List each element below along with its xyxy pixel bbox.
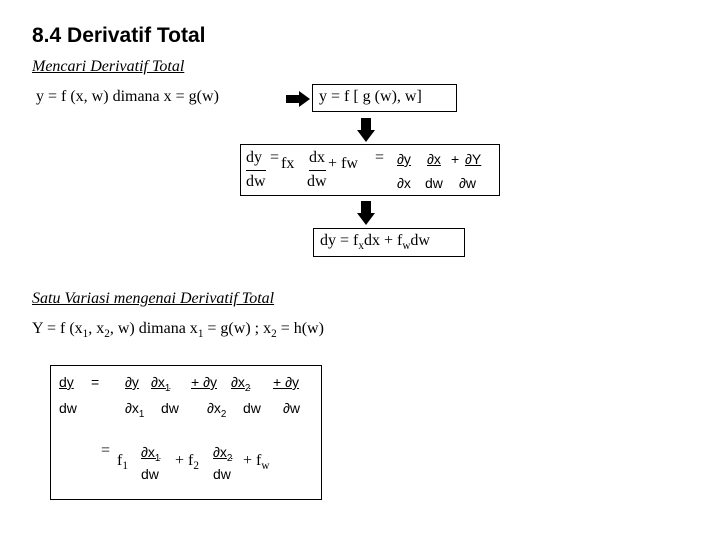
equation-result: y = f [ g (w), w] <box>319 88 422 105</box>
partial-y: ∂y <box>397 151 411 167</box>
total-differential: dy = $f_xdx + f_wdw$ <box>320 232 430 253</box>
partial-y-2: + ∂y <box>191 374 217 390</box>
frac-dy: dy <box>246 149 262 166</box>
equation-box-3 <box>313 228 465 257</box>
eq-sign-2: = <box>101 442 111 459</box>
page-title: 8.4 Derivatif Total <box>32 24 206 47</box>
partial-x1: $\partial x_1$ <box>151 374 171 394</box>
plus-sign: + <box>451 151 460 167</box>
eq-sign-2: = <box>375 149 385 166</box>
partial-x2: $\partial x_2$ <box>231 374 251 394</box>
down-arrow-icon <box>357 118 375 142</box>
denom-dw: dw <box>59 400 77 416</box>
eq-sign: = <box>91 374 100 390</box>
equation-box-4 <box>50 365 322 500</box>
fw-term: + fw <box>328 155 358 172</box>
partial-Y: ∂Y <box>465 151 482 167</box>
denom-partial-w: ∂w <box>459 175 477 191</box>
denom-dw-4: dw <box>141 466 159 482</box>
frac-dx: dx <box>309 149 325 166</box>
denom-dw-3: dw <box>425 175 443 191</box>
f1-term: $f_1$ <box>117 452 128 473</box>
denom-partial-x1: $\partial x_1$ <box>125 400 145 420</box>
denom-partial-x: ∂x <box>397 175 411 191</box>
denom-dw-2: dw <box>161 400 179 416</box>
denom-partial-x2: $\partial x_2$ <box>207 400 227 420</box>
right-arrow-icon <box>286 91 310 107</box>
section2-equation: Y = f ($x_1$, $x_2$, w) dimana $x_1 = g(w)$ ; $x_2 = h(w)$ <box>32 320 324 341</box>
partial-y-3: + ∂y <box>273 374 299 390</box>
denom-dw-5: dw <box>213 466 231 482</box>
partial-x2-num: $\partial x_2$ <box>213 444 233 464</box>
f2-term: + $f_2$ <box>175 452 199 473</box>
partial-x: ∂x <box>427 151 441 167</box>
partial-x1-num: $\partial x_1$ <box>141 444 161 464</box>
fw-term: + $f_w$ <box>243 452 270 473</box>
eq-sign: = <box>270 149 280 166</box>
fraction-bar <box>309 170 326 171</box>
frac-dy: dy <box>59 374 74 390</box>
section2-heading: Satu Variasi mengenai Derivatif Total <box>32 290 275 307</box>
section1-equation: y = f (x, w) dimana x = g(w) <box>36 88 219 105</box>
equation-box-1 <box>312 84 457 112</box>
denom-partial-w: ∂w <box>283 400 301 416</box>
section1-heading: Mencari Derivatif Total <box>32 58 185 75</box>
equation-box-2 <box>240 144 500 196</box>
fraction-bar <box>246 170 266 171</box>
partial-y: ∂y <box>125 374 139 390</box>
denom-dw-3: dw <box>243 400 261 416</box>
fx-term: fx <box>281 155 295 172</box>
denom-dw-2: dw <box>307 173 327 190</box>
down-arrow-icon <box>357 201 375 225</box>
denom-dw: dw <box>246 173 266 190</box>
